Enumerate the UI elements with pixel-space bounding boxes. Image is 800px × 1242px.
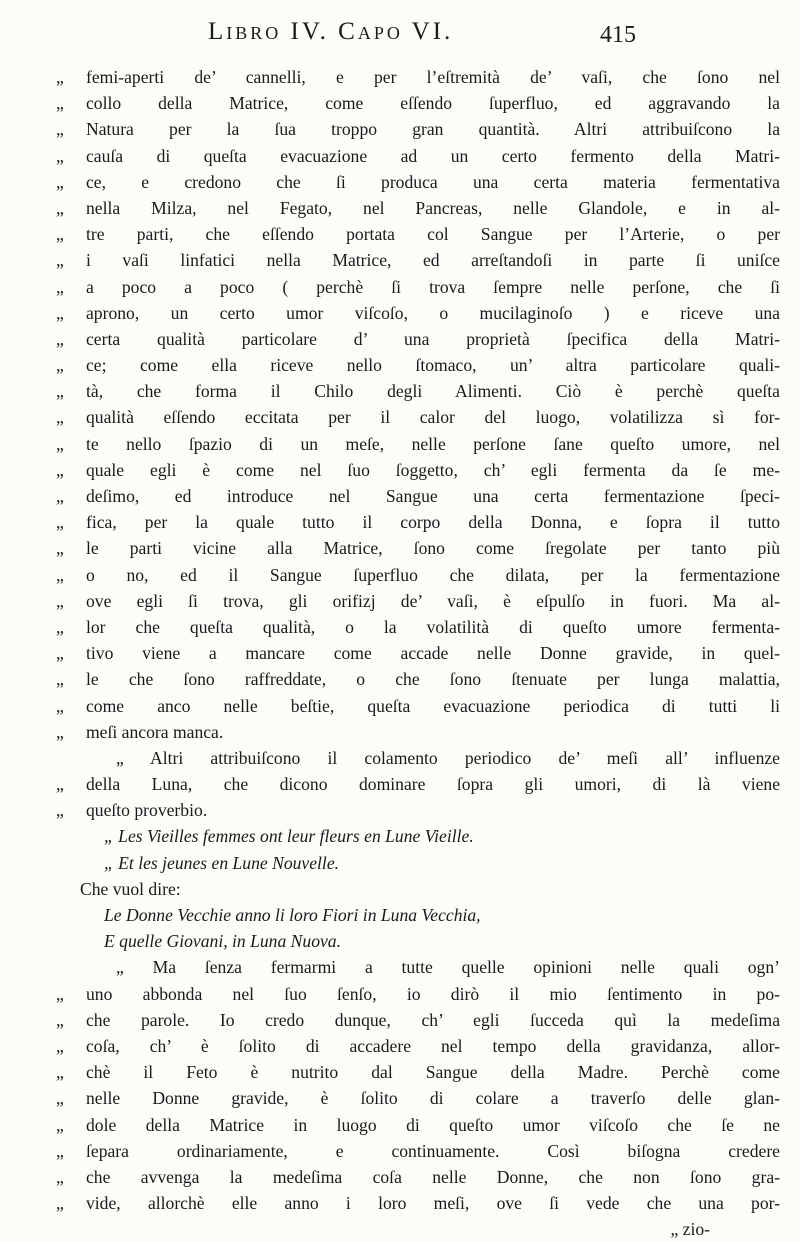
text-line [40, 666, 780, 692]
line-text: „ Altri attribuiſcono il colamento periodico de’ meſi all’ influenze [116, 747, 780, 768]
quote-mark: „ [56, 1035, 63, 1056]
quote-mark: „ [56, 355, 63, 376]
quote-mark: „ [56, 1009, 63, 1030]
line-text: „ Ma ſenza fermarmi a tutte quelle opinioni nelle quali ogn’ [116, 957, 780, 978]
line-text: come anco nelle beſtie, queſta evacuazione periodica di tutti li [86, 695, 780, 716]
quote-mark: „ [56, 459, 63, 480]
text-line [40, 326, 780, 352]
quote-mark: „ [56, 590, 63, 611]
text-line [40, 876, 780, 902]
text-line [40, 378, 780, 404]
quote-mark: „ [56, 145, 63, 166]
quote-mark: „ [56, 564, 63, 585]
quote-mark: „ [56, 328, 63, 349]
line-text: ſepara ordinariamente, e continuamente. Così biſogna credere [86, 1140, 780, 1161]
quote-mark: „ [56, 250, 63, 271]
text-line [40, 771, 780, 797]
text-line [40, 902, 780, 928]
line-text: che parole. Io credo dunque, ch’ egli ſucceda quì la medeſima [86, 1009, 780, 1030]
text-line [40, 1190, 780, 1216]
line-text: „ Et les jeunes en Lune Nouvelle. [104, 852, 340, 873]
text-line [40, 928, 780, 954]
text-line [40, 823, 780, 849]
text-line [40, 509, 780, 535]
line-text: che avvenga la medeſima coſa nelle Donne, che non ſono gra- [86, 1166, 780, 1187]
text-line [40, 588, 780, 614]
running-head [0, 14, 800, 54]
quote-mark: „ [56, 197, 63, 218]
line-text: dole della Matrice in luogo di queſto umor viſcoſo che ſe ne [86, 1114, 780, 1135]
line-text: femi-aperti de’ cannelli, e per l’eſtremità de’ vaſi, che ſono nel [86, 67, 780, 87]
quote-mark: „ [56, 695, 63, 716]
text-line [40, 693, 780, 719]
text-line [40, 850, 780, 876]
text-line [40, 404, 780, 430]
line-text: „ zio- [670, 1219, 710, 1240]
text-line [40, 1059, 780, 1085]
line-text: Che vuol dire: [80, 878, 181, 899]
line-text: le che ſono raffreddate, o che ſono ſtenuate per lunga malattia, [86, 669, 780, 690]
text-line [40, 640, 780, 666]
line-text: le parti vicine alla Matrice, ſono come ſregolate per tanto più [86, 538, 780, 559]
page-number: 415 [600, 22, 636, 48]
running-head-title: Libro IV. Capo VI. [208, 18, 454, 45]
text-line [40, 614, 780, 640]
text-line [40, 195, 780, 221]
quote-mark: „ [56, 1114, 63, 1135]
line-text: tre parti, che eſſendo portata col Sangue per l’Arterie, o per [86, 224, 780, 245]
line-text: tà, che forma il Chilo degli Alimenti. Ciò è perchè queſta [86, 381, 780, 402]
text-line [40, 247, 780, 273]
quote-mark: „ [56, 67, 63, 87]
line-text: i vaſi linfatici nella Matrice, ed arreſtandoſi in parte ſi uniſce [86, 250, 780, 271]
line-text: deſimo, ed introduce nel Sangue una certa fermentazione ſpeci- [86, 486, 780, 506]
quote-mark: „ [56, 276, 63, 297]
text-line [40, 1007, 780, 1033]
quote-mark: „ [56, 302, 63, 323]
line-text: nelle Donne gravide, è ſolito di colare a traverſo delle glan- [86, 1088, 780, 1109]
quote-mark: „ [56, 800, 63, 821]
text-line [40, 1085, 780, 1111]
quote-mark: „ [56, 616, 63, 637]
text-line [40, 352, 780, 378]
quote-mark: „ [56, 486, 63, 506]
line-text: fica, per la quale tutto il corpo della Donna, e ſopra il tutto [86, 512, 780, 533]
quote-mark: „ [56, 669, 63, 690]
quote-mark: „ [56, 643, 63, 664]
line-text: Le Donne Vecchie anno li loro Fiori in Luna Vecchia, [104, 905, 481, 925]
line-text: E quelle Giovani, in Luna Nuova. [104, 931, 342, 952]
quote-mark: „ [56, 1166, 63, 1187]
quote-mark: „ [56, 512, 63, 533]
quote-mark: „ [56, 774, 63, 795]
quote-mark: „ [56, 381, 63, 402]
quote-mark: „ [56, 171, 63, 192]
quote-mark: „ [56, 1062, 63, 1083]
text-line [40, 143, 780, 169]
line-text: meſi ancora manca. [86, 721, 224, 742]
line-text: Natura per la ſua troppo gran quantità. Altri attribuiſcono la [86, 119, 780, 140]
text-line [40, 1216, 780, 1242]
text-line [40, 535, 780, 561]
text-line [40, 221, 780, 247]
text-line [40, 719, 780, 745]
text-line [40, 1164, 780, 1190]
text-line [40, 457, 780, 483]
line-text: uno abbonda nel ſuo ſenſo, io dirò il mio ſentimento in po- [86, 983, 780, 1004]
line-text: coſa, ch’ è ſolito di accadere nel tempo della gravidanza, allor- [86, 1035, 780, 1056]
quote-mark: „ [56, 433, 63, 454]
line-text: a poco a poco ( perchè ſi trova ſempre nelle perſone, che ſi [86, 276, 780, 297]
line-text: lor che queſta qualità, o la volatilità di queſto umore fermenta- [86, 616, 780, 637]
line-text: della Luna, che dicono dominare ſopra gli umori, di là viene [86, 774, 780, 795]
quote-mark: „ [56, 538, 63, 559]
text-line [40, 116, 780, 142]
text-line [40, 274, 780, 300]
line-text: te nello ſpazio di un meſe, nelle perſone ſane queſto umore, nel [86, 433, 780, 454]
text-line [40, 562, 780, 588]
quote-mark: „ [56, 119, 63, 140]
line-text: o no, ed il Sangue ſuperfluo che dilata, per la fermentazione [86, 564, 780, 585]
text-line [40, 90, 780, 116]
text-line [40, 300, 780, 326]
line-text: collo della Matrice, come eſſendo ſuperfluo, ed aggravando la [86, 93, 780, 114]
text-line [40, 954, 780, 980]
quote-mark: „ [56, 1140, 63, 1161]
text-line [40, 483, 780, 509]
text-line [40, 797, 780, 823]
text-line [40, 981, 780, 1007]
quote-mark: „ [56, 93, 63, 114]
line-text: ce; come ella riceve nello ſtomaco, un’ altra particolare quali- [86, 355, 780, 376]
quote-mark: „ [56, 1193, 63, 1214]
text-line [40, 745, 780, 771]
body-text [40, 64, 780, 1242]
line-text: ove egli ſi trova, gli orifizj de’ vaſi, è eſpulſo in fuori. Ma al- [86, 590, 780, 611]
line-text: vide, allorchè elle anno i loro meſi, ove ſi vede che una por- [86, 1193, 780, 1214]
line-text: certa qualità particolare d’ una proprietà ſpecifica della Matri- [86, 328, 780, 349]
quote-mark: „ [56, 983, 63, 1004]
text-line [40, 169, 780, 195]
quote-mark: „ [56, 721, 63, 742]
line-text: chè il Feto è nutrito dal Sangue della Madre. Perchè come [86, 1062, 780, 1083]
text-line [40, 1112, 780, 1138]
line-text: cauſa di queſta evacuazione ad un certo fermento della Matri- [86, 145, 780, 166]
text-line [40, 431, 780, 457]
line-text: tivo viene a mancare come accade nelle Donne gravide, in quel- [86, 643, 780, 664]
line-text: aprono, un certo umor viſcoſo, o mucilaginoſo ) e riceve una [86, 302, 780, 323]
quote-mark: „ [56, 224, 63, 245]
text-line [40, 1033, 780, 1059]
text-line [40, 1138, 780, 1164]
line-text: quale egli è come nel ſuo ſoggetto, ch’ egli fermenta da ſe me- [86, 459, 780, 480]
quote-mark: „ [56, 407, 63, 428]
line-text: queſto proverbio. [86, 800, 208, 821]
line-text: qualità eſſendo eccitata per il calor del luogo, volatilizza sì for- [86, 407, 780, 428]
line-text: ce, e credono che ſi produca una certa materia fermentativa [86, 171, 780, 192]
line-text: „ Les Vieilles femmes ont leur fleurs en Lune Vieille. [104, 826, 474, 847]
quote-mark: „ [56, 1088, 63, 1109]
line-text: nella Milza, nel Fegato, nel Pancreas, nelle Glandole, e in al- [86, 197, 780, 218]
text-line [40, 64, 780, 90]
